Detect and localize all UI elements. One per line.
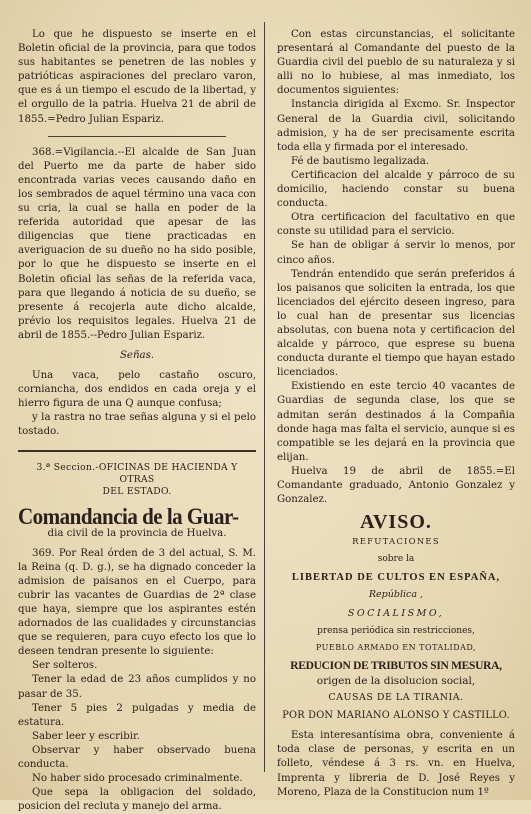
requirement-item: Saber leer y escribir. [32,730,140,742]
origen-line: origen de la disolucion social, [316,674,476,687]
section-heading-line-2: DEL ESTADO. [102,485,172,497]
requirement-item: Que sepa la obligacion del soldado, posicion del recluta y manejo del arma. [18,787,256,813]
senas-line-2: y la rastra no trae señas alguna y si el pelo tostado. [18,412,256,438]
reducion-line: REDUCION DE TRIBUTOS SIN MESURA, [290,659,502,672]
prensa-line: prensa periódica sin restricciones, [317,625,475,636]
causas-line: CAUSAS DE LA TIRANIA. [328,692,464,704]
comandancia-title: Comandancia de la Guar- [18,502,239,530]
senas-heading: Señas. [119,349,155,361]
section-divider [48,136,226,137]
vacancies-paragraph: Existiendo en este tercio 40 vacantes de Guardias de segunda clase, los que se admitan serán destinados á la Compañia donde haga mas falta el servicio, aunque si es compatible se les dejará en la provincia que elijan. [277,381,515,463]
signature-paragraph: Huelva 19 de abril de 1855.=El Comandante graduado, Antonio Gonzalez y Gonzalez. [277,465,515,506]
closing-paragraph: Lo que he dispuesto se inserte en el Boletin oficial de la provincia, para que todos sus habitantes se penetren de las nobles y patrióticas aspiraciones del preclaro varon, que es á un tiempo el escudo de la libertad, y el orgullo de la patria. Huelva 21 de abril de 1855.=Pedro Julian Espariz. [18,29,256,125]
right-column [277,28,515,800]
document-item: Instancia dirigida al Excmo. Sr. Inspector General de la Guardia civil, solicitando admision, y ha de ser precisamente escrita toda ella y firmada por el interesado. [277,99,515,153]
column-divider [264,22,265,772]
comandancia-subtitle: dia civil de la provincia de Huelva. [47,527,227,539]
document-item: Fé de bautismo legalizada. [291,155,430,167]
requirement-item: Observar y haber observado buena conducta. [18,744,256,771]
requirement-item: Tener la edad de 23 años cumplidos y no pasar de 35. [18,674,256,700]
socialismo-line: SOCIALISMO, [347,607,445,619]
left-column [18,28,256,814]
vigilancia-notice: 368.=Vigilancia.--El alcalde de San Juan del Puerto me da parte de haber sido encontrada varias veces causando daño en los sembrados de aquel término una vaca con su cria, la cual se halla en poder de la referida autoridad que apesar de las diligencias que tiene practicadas en averiguacion de su dueño no ha sido posible, por lo que he dispuesto se inserte en el Boletin oficial las señas de la referida vaca, para que llegando á noticia de su dueño, se presente á recojerla aute dicho alcalde, prévio los requisitos legales. Huelva 21 de abril de 1855.--Pedro Julian Espariz. [18,146,256,341]
author-line: POR DON MARIANO ALONSO Y CASTILLO. [282,710,510,722]
aviso-heading: AVISO. [360,511,432,534]
circumstances-paragraph: Con estas circunstancias, el solicitante presentará al Comandante del puesto de la Guardia civil del pueblo de su naturaleza y si alli no lo hubiese, al mas inmediato, los documentos siguientes: [277,29,515,97]
requirement-item: Ser solteros. [32,660,98,672]
libertad-line: LIBERTAD DE CULTOS EN ESPAÑA, [291,572,501,584]
real-orden-paragraph: 369. Por Real órden de 3 del actual, S. M. la Reina (q. D. g.), se ha dignado conceder la admision de paisanos en el Cuerpo, para cubrir las vacantes de Guardias de 2ª clase que haya, siempre que los aspirantes estén adornados de las cualidades y circunstancias que se requieren, para cuyo efecto los que lo deseen tendran presente lo siguiente: [18,547,256,658]
service-paragraph: Se han de obligar á servir lo menos, por cinco años. [277,240,515,266]
section-rule [18,450,256,452]
senas-line-1: Una vaca, pelo castaño oscuro, corniancha, dos endidos en cada oreja y el hierro figura de una Q aunque confusa; [18,370,256,410]
republica-line: República , [368,589,424,601]
document-item: Otra certificacion del facultativo en que conste su utilidad para el servicio. [277,212,515,238]
section-heading [18,462,256,498]
requirement-item: Tener 5 pies 2 pulgadas y media de estatura. [18,702,256,728]
preference-paragraph: Tendrán entendido que serán preferidos á los paisanos que soliciten la entrada, los que licenciados del ejército deseen ingreso, para lo cual han de presentar sus licencias absolutas, con buena nota y certificacion del alcalde y párroco, que esprese su buena conducta durante el tiempo que hayan estado licenciados. [277,268,515,379]
requirement-item: No haber sido procesado criminalmente. [32,773,243,785]
refutaciones-line: REFUTACIONES [352,537,440,548]
sale-paragraph: Esta interesantísima obra, conveniente á toda clase de personas, y escrita en un folleto, véndese á 3 rs. vn. en Huelva, Imprenta y libreria de D. José Reyes y Moreno, Plaza de la Constitucion num 1º [277,730,515,798]
sobre-line: sobre la [377,554,415,565]
document-item: Certificacion del alcalde y párroco de su domicilio, haciendo constar su buena conducta. [277,169,515,210]
pueblo-line: PUEBLO ARMADO EN TOTALIDAD, [315,642,477,652]
section-heading-line-1: 3.ª Seccion.-OFICINAS DE HACIENDA Y OTRAS [36,461,238,485]
